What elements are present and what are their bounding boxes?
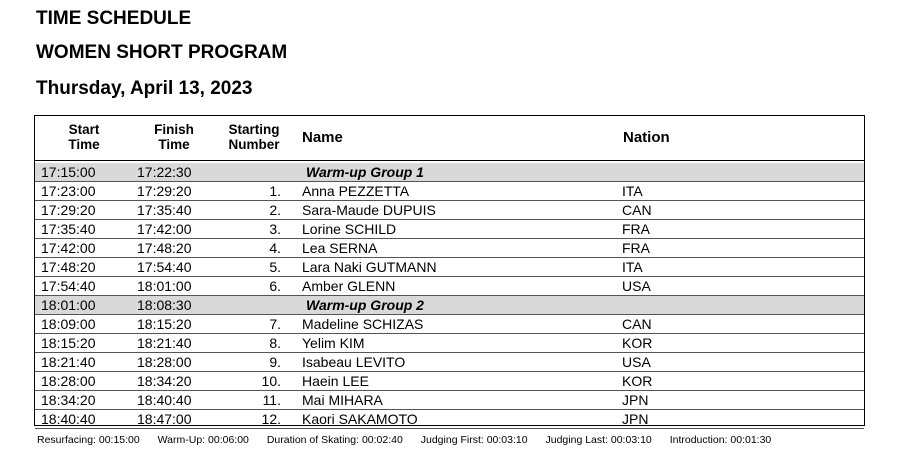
skater-name-cell: Isabeau LEVITO: [302, 354, 406, 370]
starting-number-cell: 7.: [269, 316, 281, 332]
finish-time-cell: 18:28:00: [137, 354, 192, 370]
table-row: [35, 353, 864, 372]
footer-duration: Duration of Skating: 00:02:40: [266, 434, 403, 446]
header-num-line2: Number: [228, 137, 280, 152]
start-time-cell: 17:48:20: [41, 259, 96, 275]
nation-cell: JPN: [622, 392, 649, 408]
start-time-cell: 17:23:00: [41, 183, 96, 199]
skater-name-cell: Haein LEE: [302, 373, 369, 389]
nation-cell: USA: [622, 354, 651, 370]
table-row: [35, 220, 864, 239]
table-row: [35, 182, 864, 201]
skater-name-cell: Yelim KIM: [302, 335, 365, 351]
footer-warmup: Warm-Up: 00:06:00: [157, 434, 249, 446]
skater-name-cell: Amber GLENN: [302, 278, 396, 294]
starting-number-cell: 10.: [261, 373, 281, 389]
finish-time-cell: 18:47:00: [137, 411, 192, 427]
start-time-cell: 18:01:00: [41, 297, 96, 313]
table-row: [35, 410, 864, 429]
finish-time-cell: 17:29:20: [137, 183, 192, 199]
nation-cell: ITA: [622, 259, 643, 275]
start-time-cell: 17:29:20: [41, 202, 96, 218]
start-time-cell: 18:34:20: [41, 392, 96, 408]
finish-time-cell: 18:08:30: [137, 297, 192, 313]
table-row: [35, 334, 864, 353]
table-row: [35, 372, 864, 391]
start-time-cell: 17:54:40: [41, 278, 96, 294]
group-label-cell: Warm-up Group 2: [306, 297, 424, 313]
finish-time-cell: 17:42:00: [137, 221, 192, 237]
finish-time-cell: 18:01:00: [137, 278, 192, 294]
schedule-table: [34, 115, 865, 426]
skater-name-cell: Lorine SCHILD: [302, 221, 397, 237]
header-start-line2: Time: [68, 137, 100, 152]
skater-name-cell: Lea SERNA: [302, 240, 378, 256]
table-row: [35, 258, 864, 277]
header-start-time: [61, 122, 107, 152]
nation-cell: FRA: [622, 240, 650, 256]
starting-number-cell: 12.: [261, 411, 281, 427]
nation-cell: CAN: [622, 316, 652, 332]
start-time-cell: 18:21:40: [41, 354, 96, 370]
header-finish-time: [149, 122, 199, 152]
starting-number-cell: 11.: [262, 392, 281, 408]
header-name: Name: [302, 129, 343, 146]
starting-number-cell: 8.: [269, 335, 281, 351]
nation-cell: CAN: [622, 202, 652, 218]
event-title: WOMEN SHORT PROGRAM: [36, 42, 288, 63]
header-finish-line2: Time: [158, 137, 190, 152]
starting-number-cell: 4.: [269, 240, 281, 256]
table-row: [35, 391, 864, 410]
document-title: TIME SCHEDULE: [36, 8, 192, 29]
header-nation: Nation: [623, 129, 670, 146]
start-time-cell: 18:40:40: [41, 411, 96, 427]
nation-cell: ITA: [622, 183, 643, 199]
skater-name-cell: Lara Naki GUTMANN: [302, 259, 437, 275]
starting-number-cell: 2.: [269, 202, 281, 218]
skater-name-cell: Mai MIHARA: [302, 392, 383, 408]
finish-time-cell: 18:34:20: [137, 373, 192, 389]
starting-number-cell: 1.: [269, 183, 281, 199]
header-finish-line1: Finish: [154, 122, 194, 137]
starting-number-cell: 3.: [269, 221, 281, 237]
table-body: [35, 163, 864, 429]
start-time-cell: 17:42:00: [41, 240, 96, 256]
starting-number-cell: 5.: [269, 259, 281, 275]
footer-judging-last: Judging Last: 00:03:10: [545, 434, 652, 446]
start-time-cell: 18:28:00: [41, 373, 96, 389]
nation-cell: FRA: [622, 221, 650, 237]
event-date: Thursday, April 13, 2023: [36, 78, 253, 99]
nation-cell: KOR: [622, 335, 653, 351]
nation-cell: KOR: [622, 373, 653, 389]
group-label-cell: Warm-up Group 1: [306, 164, 424, 180]
starting-number-cell: 9.: [269, 354, 281, 370]
footer-resurfacing: Resurfacing: 00:15:00: [37, 434, 140, 446]
nation-cell: JPN: [622, 411, 649, 427]
warmup-group-row: [35, 296, 864, 315]
header-start-line1: Start: [68, 122, 100, 137]
header-num-line1: Starting: [228, 122, 280, 137]
header-starting-number: [222, 122, 286, 152]
skater-name-cell: Kaori SAKAMOTO: [302, 411, 418, 427]
skater-name-cell: Madeline SCHIZAS: [302, 316, 424, 332]
start-time-cell: 17:15:00: [41, 164, 96, 180]
start-time-cell: 18:09:00: [41, 316, 96, 332]
finish-time-cell: 18:15:20: [137, 316, 192, 332]
nation-cell: USA: [622, 278, 651, 294]
starting-number-cell: 6.: [269, 278, 281, 294]
table-row: [35, 201, 864, 220]
skater-name-cell: Anna PEZZETTA: [302, 183, 410, 199]
footer-judging-first: Judging First: 00:03:10: [420, 434, 528, 446]
footer-introduction: Introduction: 00:01:30: [669, 434, 772, 446]
table-row: [35, 277, 864, 296]
table-row: [35, 239, 864, 258]
finish-time-cell: 17:22:30: [137, 164, 192, 180]
finish-time-cell: 17:35:40: [137, 202, 192, 218]
finish-time-cell: 18:40:40: [137, 392, 192, 408]
start-time-cell: 17:35:40: [41, 221, 96, 237]
skater-name-cell: Sara-Maude DUPUIS: [302, 202, 436, 218]
start-time-cell: 18:15:20: [41, 335, 96, 351]
finish-time-cell: 17:48:20: [137, 240, 192, 256]
finish-time-cell: 18:21:40: [137, 335, 192, 351]
timing-footer: [37, 434, 786, 446]
table-header: [35, 116, 864, 161]
table-row: [35, 315, 864, 334]
finish-time-cell: 17:54:40: [137, 259, 192, 275]
warmup-group-row: [35, 163, 864, 182]
